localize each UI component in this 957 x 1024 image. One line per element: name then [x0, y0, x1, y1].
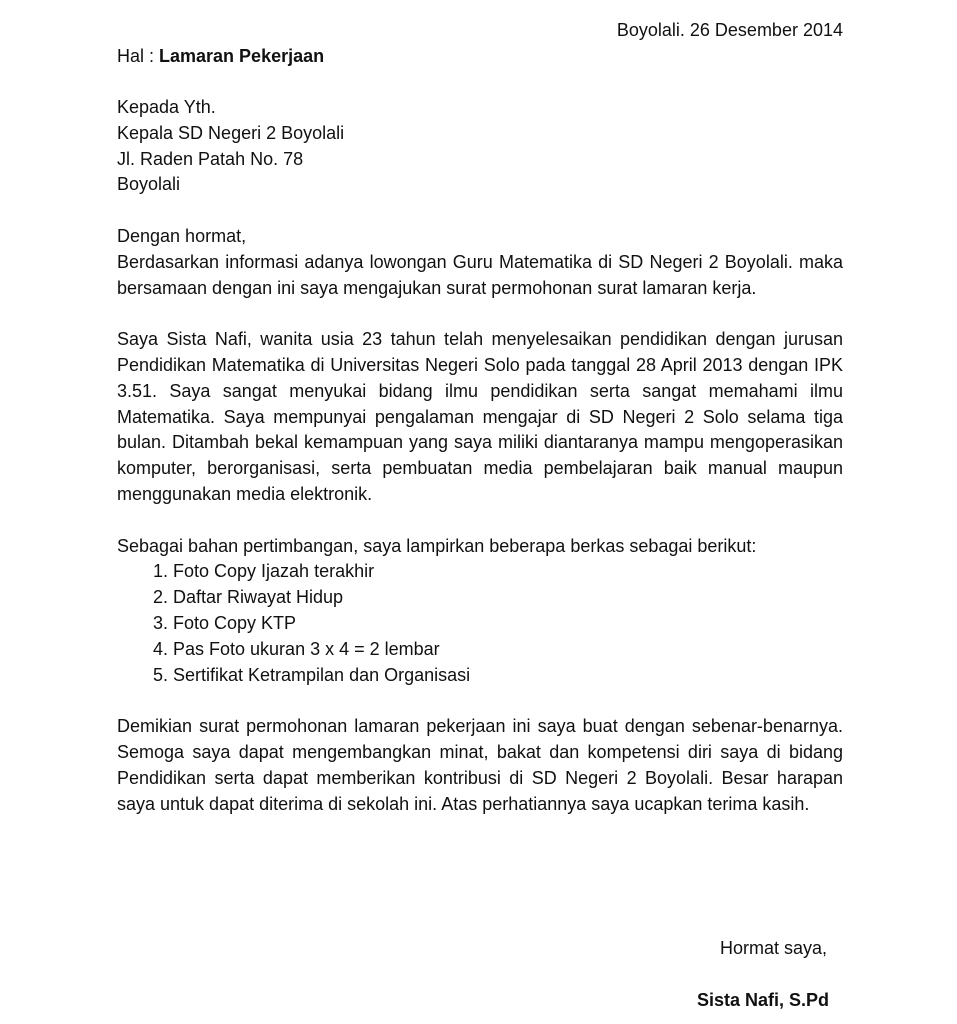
- letter-body: [117, 224, 843, 817]
- attachment-item: 5. Sertifikat Ketrampilan dan Organisasi: [173, 663, 843, 689]
- letter-date: Boyolali. 26 Desember 2014: [616, 20, 843, 40]
- paragraph-profile: Saya Sista Nafi, wanita usia 23 tahun telah menyelesaikan pendidikan dengan jurusan Pendidikan Matematika di Universitas Negeri Solo pada tanggal 28 April 2013 dengan IPK 3.51. Saya sangat menyukai bidang ilmu pendidikan serta sangat memahami ilmu Matematika. Saya mempunyai pengalaman mengajar di SD Negeri 2 Solo selama tiga bulan. Ditambah bekal kemampuan yang saya miliki diantaranya mampu mengoperasikan komputer, berorganisasi, serta pembuatan media pembelajaran baik manual maupun menggunakan media elektronik.: [117, 329, 843, 504]
- addressee-line-1: Kepada Yth.: [117, 97, 216, 117]
- attachments-intro: Sebagai bahan pertimbangan, saya lampirkan beberapa berkas sebagai berikut:: [117, 535, 757, 556]
- attachment-item: 1. Foto Copy Ijazah terakhir: [173, 559, 843, 585]
- attachment-item: 2. Daftar Riwayat Hidup: [173, 585, 843, 611]
- subject-label: Hal :: [117, 46, 160, 66]
- addressee-block: [117, 95, 344, 198]
- signature-name: Sista Nafi, S.Pd: [696, 990, 829, 1010]
- attachments-list: [117, 559, 843, 688]
- greeting: Dengan hormat,: [117, 226, 247, 246]
- attachment-item: 4. Pas Foto ukuran 3 x 4 = 2 lembar: [173, 637, 843, 663]
- subject-value: Lamaran Pekerjaan: [159, 46, 325, 66]
- attachment-item: 3. Foto Copy KTP: [173, 611, 843, 637]
- paragraph-gap: [117, 301, 843, 327]
- paragraph-intro: Berdasarkan informasi adanya lowongan Guru Matematika di SD Negeri 2 Boyolali. maka bersamaan dengan ini saya mengajukan surat permohonan surat lamaran kerja.: [117, 251, 843, 298]
- letter-subject: [117, 44, 324, 70]
- addressee-line-4: Boyolali: [117, 174, 181, 195]
- paragraph-gap: [117, 688, 843, 714]
- closing-salutation: Hormat saya,: [719, 938, 827, 958]
- addressee-line-3: Jl. Raden Patah No. 78: [117, 148, 304, 169]
- addressee-line-2: Kepala SD Negeri 2 Boyolali: [117, 122, 345, 143]
- paragraph-closing: Demikian surat permohonan lamaran pekerjaan ini saya buat dengan sebenar-benarnya. Semoga saya dapat mengembangkan minat, bakat dan kompetensi diri saya di bidang Pendidikan serta dapat memberikan kontribusi di SD Negeri 2 Boyolali. Besar harapan saya untuk dapat diterima di sekolah ini. Atas perhatiannya saya ucapkan terima kasih.: [117, 716, 843, 814]
- paragraph-gap: [117, 508, 843, 534]
